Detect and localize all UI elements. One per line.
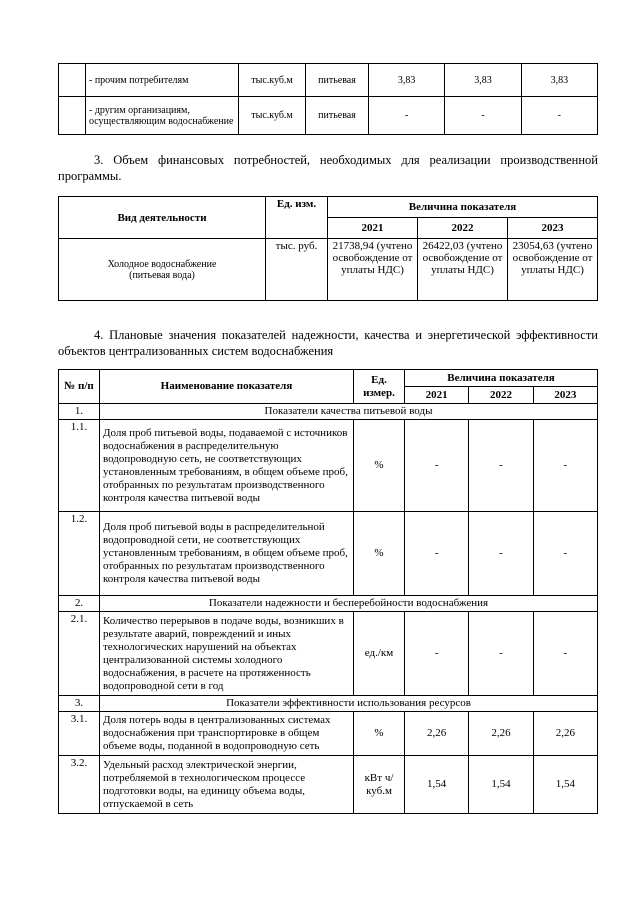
row-value-2023: - — [533, 420, 597, 512]
row-unit: кВт ч/куб.м — [354, 756, 405, 814]
row-number: 3.1. — [59, 712, 100, 756]
row-value-2023: - — [521, 97, 597, 135]
row-unit: ед./км — [354, 612, 405, 696]
row-name: Количество перерывов в подаче воды, возникших в результате аварий, повреждений и иных технологических нарушений на объектах централизованной системы холодного водоснабжения, в расчете на протяженность водопроводной сети в год — [100, 612, 354, 696]
row-value-2021: - — [405, 420, 469, 512]
row-value-2023: - — [533, 612, 597, 696]
table-row — [59, 512, 598, 596]
row-unit: тыс.куб.м — [239, 97, 306, 135]
row-unit: тыс.куб.м — [239, 64, 306, 97]
row-value-2022: - — [469, 420, 533, 512]
row-value-2021: 1,54 — [405, 756, 469, 814]
row-name: - прочим потребителям — [86, 64, 239, 97]
value-2022: 26422,03 (учтено освобождение от уплаты НДС) — [418, 239, 508, 301]
row-name: Доля проб питьевой воды, подаваемой с источников водоснабжения в распределительную водопроводную сеть, не соответствующих установленным требованиям, в общем объеме проб, отобранных по результатам производственного контроля качества питьевой воды — [100, 420, 354, 512]
row-water-type: питьевая — [306, 64, 369, 97]
table-row — [59, 712, 598, 756]
row-value-2023: - — [533, 512, 597, 596]
group-number: 3. — [59, 696, 100, 712]
row-value-2022: 3,83 — [445, 64, 521, 97]
row-value-2022: 2,26 — [469, 712, 533, 756]
col-year-2021: 2021 — [328, 218, 418, 239]
table-row — [59, 64, 598, 97]
value-2021: 21738,94 (учтено освобождение от уплаты НДС) — [328, 239, 418, 301]
row-value-2022: - — [469, 512, 533, 596]
row-name: - другим организациям, осуществляющим водоснабжение — [86, 97, 239, 135]
group-title: Показатели надежности и бесперебойности водоснабжения — [100, 596, 598, 612]
row-name: Доля потерь воды в централизованных системах водоснабжения при транспортировке в общем объеме воды, поданной в водопроводную сеть — [100, 712, 354, 756]
col-year-2022: 2022 — [418, 218, 508, 239]
volume-table-continuation — [58, 63, 598, 135]
table-row — [59, 756, 598, 814]
col-year-2023: 2023 — [508, 218, 598, 239]
group-row — [59, 404, 598, 420]
col-value: Величина показателя — [328, 197, 598, 218]
finance-table — [58, 196, 598, 301]
row-value-2023: 3,83 — [521, 64, 597, 97]
row-number: 3.2. — [59, 756, 100, 814]
row-value-2022: - — [445, 97, 521, 135]
row-value-2021: - — [369, 97, 445, 135]
col-year-2021: 2021 — [405, 387, 469, 404]
row-number: 1.2. — [59, 512, 100, 596]
section-4-heading: 4. Плановые значения показателей надежности, качества и энергетической эффективности объектов централизованных систем водоснабжения — [58, 328, 598, 358]
col-value: Величина показателя — [405, 370, 598, 387]
group-row — [59, 696, 598, 712]
col-number: № п/п — [59, 370, 100, 404]
row-water-type: питьевая — [306, 97, 369, 135]
row-name: Удельный расход электрической энергии, потребляемой в технологическом процессе подготовки воды, на единицу объема воды, отпускаемой в сеть — [100, 756, 354, 814]
row-value-2022: - — [469, 612, 533, 696]
row-value-2021: 3,83 — [369, 64, 445, 97]
row-number: 1.1. — [59, 420, 100, 512]
row-value-2021: - — [405, 612, 469, 696]
col-indicator-name: Наименование показателя — [100, 370, 354, 404]
table-row — [59, 97, 598, 135]
value-2023: 23054,63 (учтено освобождение от уплаты НДС) — [508, 239, 598, 301]
activity-name: Холодное водоснабжение (питьевая вода) — [59, 239, 266, 301]
group-number: 1. — [59, 404, 100, 420]
row-unit: % — [354, 512, 405, 596]
group-number: 2. — [59, 596, 100, 612]
table-row — [59, 239, 598, 301]
row-value-2023: 1,54 — [533, 756, 597, 814]
table-row — [59, 420, 598, 512]
row-value-2021: - — [405, 512, 469, 596]
group-row — [59, 596, 598, 612]
indicators-table — [58, 369, 598, 814]
row-name: Доля проб питьевой воды в распределительной водопроводной сети, не соответствующих установленным требованиям, в общем объеме проб, отобранных по результатам производственного контроля качества питьевой воды — [100, 512, 354, 596]
group-title: Показатели эффективности использования ресурсов — [100, 696, 598, 712]
col-activity: Вид деятельности — [59, 197, 266, 239]
row-unit: % — [354, 712, 405, 756]
row-value-2022: 1,54 — [469, 756, 533, 814]
row-value-2021: 2,26 — [405, 712, 469, 756]
col-year-2022: 2022 — [469, 387, 533, 404]
row-number: 2.1. — [59, 612, 100, 696]
section-3-heading: 3. Объем финансовых потребностей, необходимых для реализации производственной программы. — [58, 153, 598, 183]
col-unit: Ед. измер. — [354, 370, 405, 404]
row-value-2023: 2,26 — [533, 712, 597, 756]
group-title: Показатели качества питьевой воды — [100, 404, 598, 420]
row-unit: % — [354, 420, 405, 512]
col-year-2023: 2023 — [533, 387, 597, 404]
activity-unit: тыс. руб. — [266, 239, 328, 301]
table-row — [59, 612, 598, 696]
col-unit: Ед. изм. — [266, 197, 328, 239]
